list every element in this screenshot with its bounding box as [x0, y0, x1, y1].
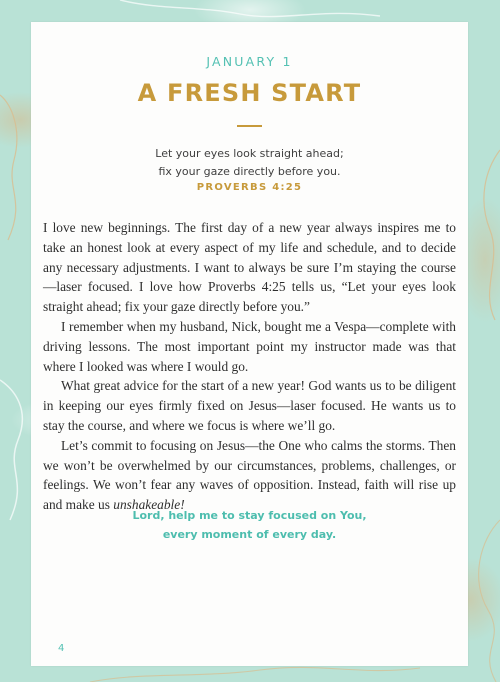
devotional-title: A FRESH START [137, 79, 362, 107]
body-paragraph-last [43, 436, 456, 515]
devotional-body [43, 218, 456, 515]
body-paragraph: I remember when my husband, Nick, bought me a Vespa—complete with driving lessons. The most important point my instructor made was that where I looked was where I would go. [43, 318, 456, 374]
prayer-line-2: every moment of every day. [162, 528, 337, 541]
verse-line-1: Let your eyes look straight ahead; [155, 147, 344, 160]
content-card [31, 22, 468, 666]
verse-reference: PROVERBS 4:25 [196, 182, 303, 193]
emphasized-word: unshakeable! [113, 497, 185, 513]
closing-prayer [31, 506, 468, 544]
prayer-line-1: Lord, help me to stay focused on You, [132, 509, 367, 522]
body-paragraph: I love new beginnings. The first day of a new year always inspires me to take an honest look at every aspect of my life and schedule, and to decide any necessary adjustments. I want to always be sure I’m staying the course—laser focused. I love how Proverbs 4:25 tells us, “Let your eyes look straight ahead; fix your gaze directly before you.” [43, 220, 456, 315]
scripture-verse [31, 145, 468, 181]
body-paragraph: What great advice for the start of a new year! God wants us to be diligent in keeping our eyes firmly fixed on Jesus—laser focused. He wants us to stay the course, and where we focus is where we’ll go. [43, 378, 456, 433]
title-divider [237, 125, 262, 127]
devotional-date: JANUARY 1 [206, 54, 293, 69]
verse-line-2: fix your gaze directly before you. [158, 165, 341, 178]
page-number: 4 [58, 643, 65, 654]
body-paragraph-text: Let’s commit to focusing on Jesus—the One who calms the storms. Then we won’t be overwhelmed by our circumstances, problems, challenges, or feelings. We won’t fear any waves of opposition. Instead, faith will rise up and make us [43, 437, 456, 513]
